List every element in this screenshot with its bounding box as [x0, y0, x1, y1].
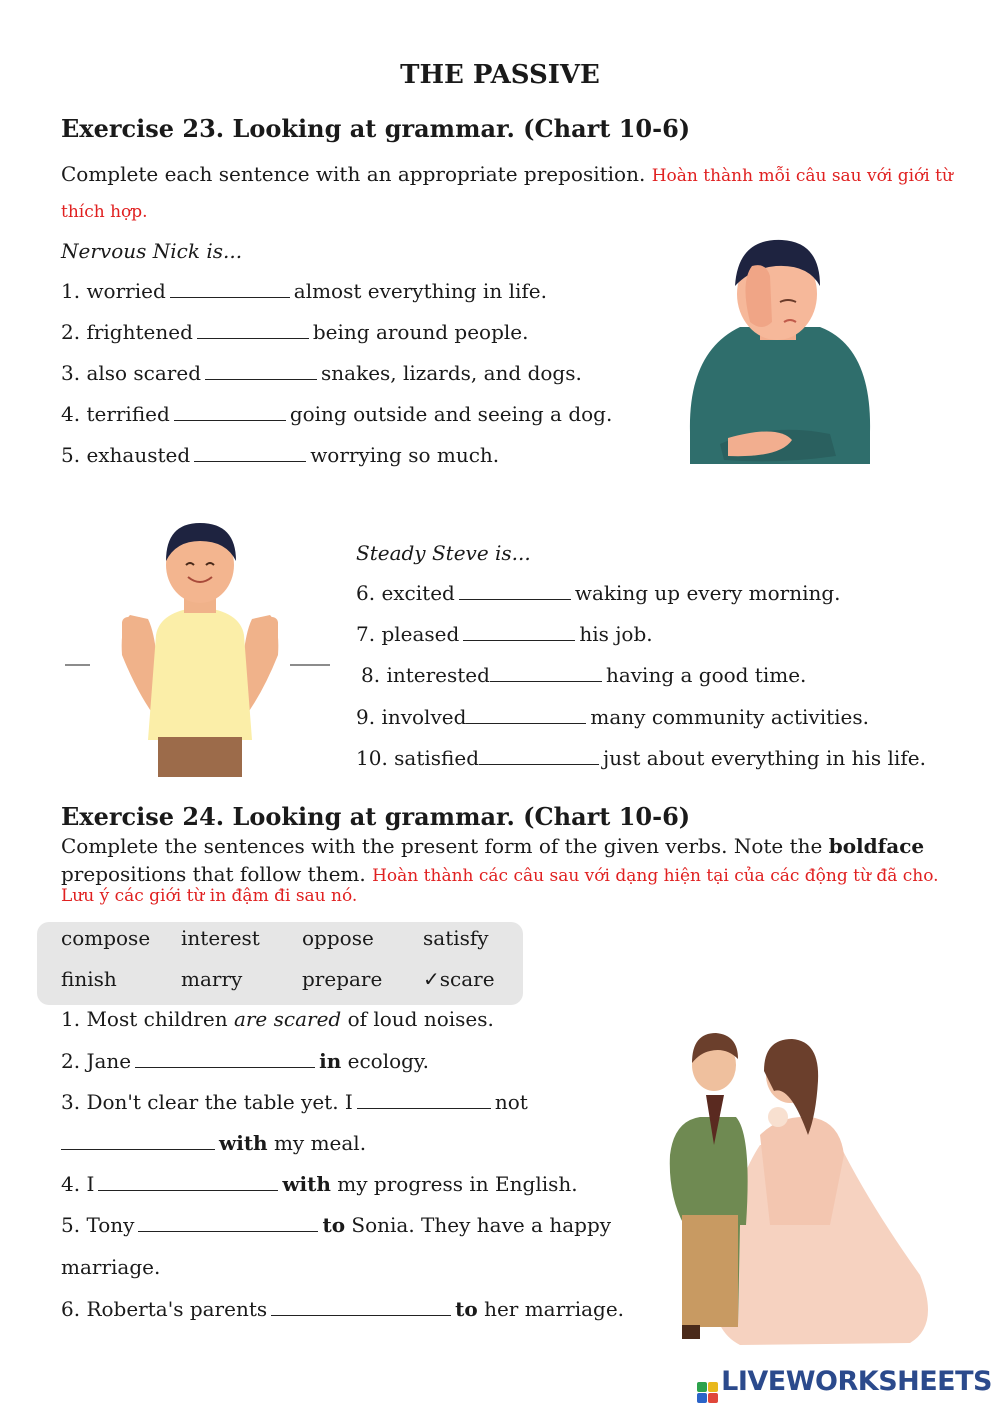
exercise-24-instruction-line1: Complete the sentences with the present form of the given verbs. Note the boldface	[61, 834, 925, 858]
answer-blank[interactable]	[490, 663, 602, 682]
sentence-5-cont: marriage.	[61, 1255, 161, 1279]
answer-blank[interactable]	[357, 1090, 491, 1109]
answer-blank[interactable]	[170, 279, 290, 298]
sentence-3: 3. Don't clear the table yet. I not	[61, 1090, 528, 1114]
steve-intro: Steady Steve is...	[356, 541, 531, 565]
answer-blank[interactable]	[135, 1049, 315, 1068]
liveworksheets-logo: LIVEWORKSHEETS	[697, 1366, 992, 1403]
happy-man-illustration	[60, 515, 340, 780]
logo-icon	[697, 1382, 718, 1403]
sentence-2: 2. Jane in ecology.	[61, 1049, 429, 1073]
nick-item-3: 3. also scared snakes, lizards, and dogs.	[61, 361, 582, 385]
answer-blank[interactable]	[463, 622, 575, 641]
word-option: prepare	[302, 967, 383, 991]
exercise-24-instruction-vi: Lưu ý các giới từ in đậm đi sau nó.	[61, 886, 358, 906]
sentence-3-cont: with my meal.	[61, 1131, 366, 1155]
instruction-en: Complete each sentence with an appropriate preposition.	[61, 162, 646, 186]
exercise-23-heading: Exercise 23. Looking at grammar. (Chart 10-6)	[61, 114, 691, 143]
answer-blank[interactable]	[98, 1172, 278, 1191]
nick-item-2: 2. frightened being around people.	[61, 320, 529, 344]
nick-item-5: 5. exhausted worrying so much.	[61, 443, 500, 467]
answer-blank[interactable]	[61, 1131, 215, 1150]
instruction-vi-cont: thích hợp.	[61, 202, 148, 222]
nick-item-4: 4. terrified going outside and seeing a dog.	[61, 402, 613, 426]
word-option: marry	[181, 967, 243, 991]
word-option: satisfy	[423, 926, 489, 950]
word-option: oppose	[302, 926, 374, 950]
exercise-24-instruction-line2: prepositions that follow them. Hoàn thành các câu sau với dạng hiện tại của các động từ đã cho.	[61, 862, 939, 886]
answer-blank[interactable]	[479, 746, 599, 765]
word-option: ✓scare	[423, 967, 495, 991]
answer-blank[interactable]	[466, 705, 586, 724]
exercise-23-instruction	[61, 160, 961, 190]
steve-item-7: 7. pleased his job.	[356, 622, 653, 646]
nick-item-1: 1. worried almost everything in life.	[61, 279, 547, 303]
steve-item-10: 10. satisfied just about everything in his life.	[356, 746, 926, 770]
word-box	[37, 922, 523, 1005]
steve-item-6: 6. excited waking up every morning.	[356, 581, 841, 605]
nervous-man-illustration	[680, 232, 880, 472]
page-title: THE PASSIVE	[400, 60, 600, 90]
word-option: compose	[61, 926, 151, 950]
steve-item-8: 8. interested having a good time.	[361, 663, 807, 687]
sentence-4: 4. I with my progress in English.	[61, 1172, 578, 1196]
sentence-5: 5. Tony to Sonia. They have a happy	[61, 1213, 612, 1237]
steve-item-9: 9. involved many community activities.	[356, 705, 869, 729]
word-option: finish	[61, 967, 117, 991]
exercise-24-heading: Exercise 24. Looking at grammar. (Chart 10-6)	[61, 802, 691, 831]
sentence-1: 1. Most children are scared of loud noises.	[61, 1007, 494, 1031]
answer-blank[interactable]	[174, 402, 286, 421]
answer-blank[interactable]	[194, 443, 306, 462]
answer-blank[interactable]	[205, 361, 317, 380]
nick-intro: Nervous Nick is...	[61, 239, 243, 263]
word-option: interest	[181, 926, 260, 950]
instruction-vi: Hoàn thành mỗi câu sau với giới từ	[651, 166, 953, 186]
wedding-couple-illustration	[640, 1025, 945, 1350]
answer-blank[interactable]	[197, 320, 309, 339]
answer-blank[interactable]	[138, 1213, 318, 1232]
answer-blank[interactable]	[459, 581, 571, 600]
answer-blank[interactable]	[271, 1297, 451, 1316]
sentence-6: 6. Roberta's parents to her marriage.	[61, 1297, 625, 1321]
